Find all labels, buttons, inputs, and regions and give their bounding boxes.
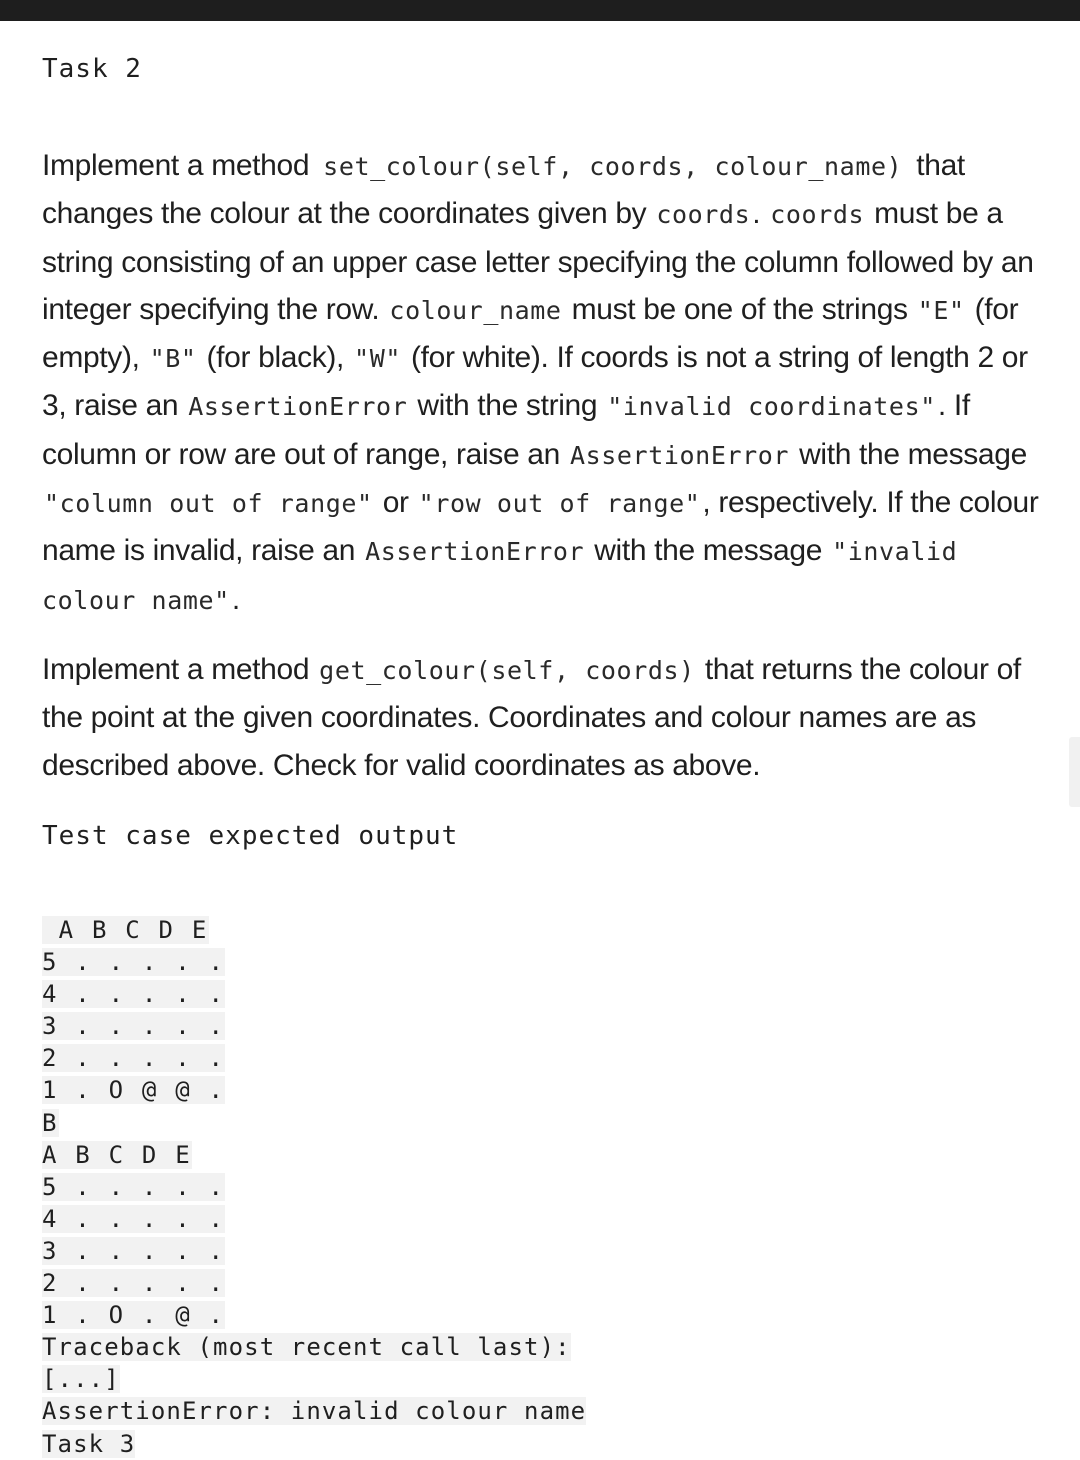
code-inline: AssertionError [365, 537, 585, 567]
code-inline: "invalid coordinates" [607, 392, 936, 422]
code-inline: "W" [354, 344, 402, 374]
code-inline: AssertionError [188, 392, 408, 422]
text: (for empty), [42, 292, 1019, 375]
output-line: A B C D E [42, 1140, 192, 1169]
side-scroll-tab[interactable] [1069, 737, 1080, 807]
text: or [382, 486, 409, 520]
code-inline: set_colour(self, coords, colour_name) [323, 152, 903, 181]
output-line: 3 . . . . . [42, 1012, 226, 1041]
code-inline: "column out of range" [44, 489, 373, 519]
traceback-line: AssertionError: invalid colour name [42, 1397, 587, 1426]
code-inline: colour_name [389, 295, 562, 325]
code-inline: AssertionError [569, 440, 790, 470]
output-line: 4 . . . . . [42, 980, 226, 1009]
output-line: Task 3 [42, 1429, 136, 1458]
code-inline: "row out of range" [418, 489, 701, 519]
output-line: 5 . . . . . [42, 948, 226, 977]
output-line: 5 . . . . . [42, 1172, 226, 1201]
top-status-bar [0, 0, 1080, 21]
output-line: 4 . . . . . [42, 1204, 226, 1233]
text: . [752, 197, 761, 231]
output-line: 1 . O . @ . [42, 1301, 226, 1330]
code-inline: coords [770, 200, 865, 230]
text: with the message [594, 534, 823, 568]
text: . [231, 582, 240, 616]
code-inline: coords [656, 200, 751, 230]
code-inline: "B" [149, 344, 197, 374]
output-line: 2 . . . . . [42, 1044, 226, 1073]
text: that changes the colour at the coordinates given by [42, 149, 965, 231]
set-colour-description [42, 142, 1052, 624]
text: must be a string consisting of an upper case letter specifying the column followed by an integer specifying the row. [42, 197, 1034, 326]
text: Implement a method [42, 653, 310, 686]
expected-output-label: Test case expected output [42, 821, 459, 851]
text: , respectively. If the colour name is invalid, raise an [42, 486, 1039, 568]
get-colour-description [42, 646, 1052, 789]
text: Implement a method [42, 149, 310, 182]
task-title: Task 2 [42, 54, 142, 84]
text: (for black), [206, 341, 345, 375]
text: . If column or row are out of range, raise an [42, 389, 970, 471]
output-line: 2 . . . . . [42, 1269, 226, 1298]
traceback-line: Traceback (most recent call last): [42, 1333, 571, 1362]
traceback-line: [...] [42, 1365, 120, 1394]
text: must be one of the strings [571, 292, 908, 326]
code-inline: "invalid colour name" [42, 537, 958, 615]
output-line: 3 . . . . . [42, 1236, 226, 1265]
text: that returns the colour of the point at the given coordinates. Coordinates and colour names are as described above. Check for valid coordinates as above. [42, 653, 1021, 782]
text: with the message [799, 437, 1027, 471]
text: (for white). If coords is not a string of length 2 or 3, raise an [42, 341, 1028, 423]
code-inline: "E" [917, 295, 965, 325]
text: with the string [417, 389, 598, 423]
output-line: 1 . O @ @ . [42, 1076, 226, 1105]
output-line: A B C D E [42, 916, 209, 944]
output-line: B [42, 1108, 59, 1137]
expected-output-block [42, 914, 586, 1460]
code-inline: get_colour(self, coords) [319, 656, 695, 685]
